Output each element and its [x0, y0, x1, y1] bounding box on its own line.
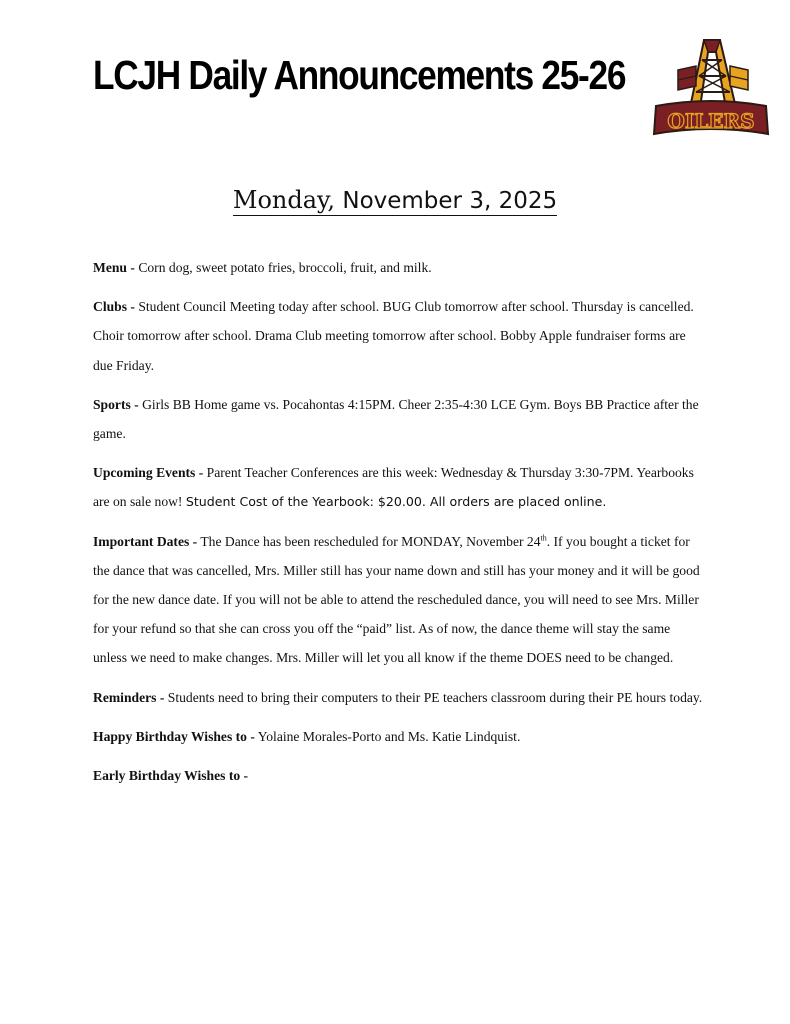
section-text: The Dance has been rescheduled for MONDAY, November 24	[197, 533, 541, 549]
section-upcoming-events	[93, 458, 703, 516]
section-text: Corn dog, sweet potato fries, broccoli, fruit, and milk.	[134, 260, 432, 275]
section-sports	[93, 390, 703, 448]
section-text: Girls BB Home game vs. Pocahontas 4:15PM. Cheer 2:35-4:30 LCE Gym. Boys BB Practice after the game.	[93, 396, 699, 442]
ordinal-superscript: th	[540, 533, 547, 543]
yearbook-cost-text: Student Cost of the Yearbook: $20.00. All orders are placed online.	[185, 494, 607, 510]
announcement-content	[93, 253, 703, 800]
section-label: Menu -	[93, 260, 135, 275]
section-label: Early Birthday Wishes to -	[93, 768, 249, 784]
section-text: Yolaine Morales-Porto and Ms. Katie Lindquist.	[254, 728, 521, 744]
section-text: Parent Teacher Conferences are this week: Wednesday & Thursday 3:30-7PM. Yearbooks are on sale now!	[93, 465, 694, 510]
date-rest: November 3, 2025	[335, 188, 558, 214]
section-clubs	[93, 292, 703, 380]
section-label: Sports -	[93, 396, 139, 412]
section-menu	[93, 253, 703, 282]
date-heading	[0, 186, 790, 215]
section-text: Student Council Meeting today after school. BUG Club tomorrow after school. Thursday is cancelled. Choir tomorrow after school. Drama Club meeting tomorrow after school. Bobby Apple fundraiser forms are due Friday.	[93, 299, 694, 373]
section-text: Students need to bring their computers to their PE teachers classroom during their PE hours today.	[164, 689, 703, 705]
section-text-continued: . If you bought a ticket for the dance that was cancelled, Mrs. Miller still has your name down and still has your money and it will be good for the new dance date. If you will not be able to attend the rescheduled dance, you will need to see Mrs. Miller for your refund so that she can cross you off the “paid” list. As of now, the dance theme will stay the same unless we need to make changes. Mrs. Miller will let you all know if the theme DOES need to be changed.	[93, 533, 700, 666]
section-label: Clubs -	[93, 299, 135, 315]
section-early-birthday-wishes	[93, 761, 703, 790]
section-label: Happy Birthday Wishes to -	[93, 728, 255, 744]
section-birthday-wishes	[93, 722, 703, 751]
date-day: Monday,	[232, 186, 336, 214]
oilers-derrick-logo	[650, 36, 772, 142]
page-title: LCJH Daily Announcements 25-26	[93, 52, 626, 98]
section-label: Important Dates -	[93, 533, 198, 549]
oil-derrick-icon	[678, 40, 748, 108]
logo-wordmark: OILERS	[667, 109, 755, 133]
section-important-dates	[93, 527, 703, 673]
section-reminders	[93, 683, 703, 712]
section-label: Upcoming Events -	[93, 465, 204, 481]
section-label: Reminders -	[93, 689, 165, 705]
